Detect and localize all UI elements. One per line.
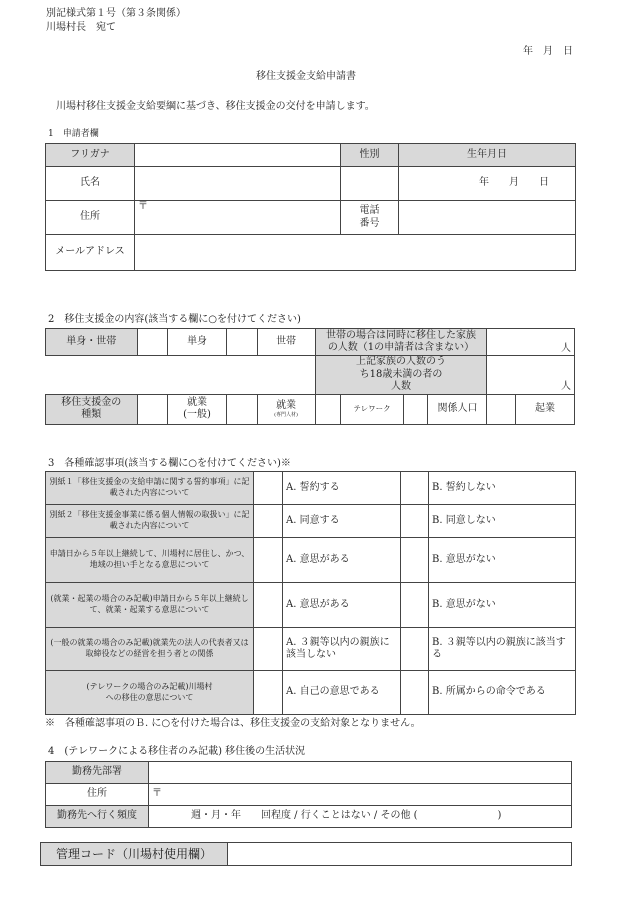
applicant-table [45, 143, 576, 271]
email-input[interactable] [135, 235, 576, 271]
option-a-checkbox-cell[interactable] [254, 671, 283, 715]
confirmation-row-label: (テレワークの場合のみ記載)川場村への移住の意思について [46, 671, 254, 715]
family-count-label: 世帯の場合は同時に移住した家族の人数（1の申請者は含まない） [315, 329, 487, 356]
option-a-checkbox-cell[interactable] [254, 505, 283, 538]
phone-label: 電話番号 [341, 201, 399, 235]
option-a-text: A. ３親等以内の親族に該当しない [283, 628, 401, 671]
option-b-text: B. ３親等以内の親族に該当する [429, 628, 576, 671]
startup-label: 起業 [515, 394, 574, 424]
furigana-label: フリガナ [46, 144, 135, 167]
option-b-text: B. 意思がない [429, 538, 576, 583]
household-label: 世帯 [257, 329, 315, 356]
option-a-text: A. 意思がある [283, 538, 401, 583]
visit-frequency-input[interactable]: 週・月・年 回程度 / 行くことはない / その他 ( ) [149, 806, 572, 828]
general-employment-checkbox-cell[interactable] [137, 394, 168, 424]
work-address-label: 住所 [46, 784, 149, 806]
admin-code-label: 管理コード（川場村使用欄） [41, 843, 228, 866]
single-household-label: 単身・世帯 [46, 329, 138, 356]
section3-heading: 3 各種確認事項(該当する欄に○を付けてください)※ [48, 458, 291, 469]
confirmation-row-label: 別紙２「移住支援金事業に係る個人情報の取扱い」に記載された内容について [46, 505, 254, 538]
confirmation-row-label: (一般の就業の場合のみ記載)就業先の法人の代表者又は取締役などの経営を担う者との関係 [46, 628, 254, 671]
section3-note: ※ 各種確認事項のＢ. に○を付けた場合は、移住支援金の支給対象となりません。 [45, 718, 421, 729]
address-label: 住所 [46, 201, 135, 235]
family-count-input[interactable]: 人 [487, 329, 575, 356]
name-input[interactable] [135, 167, 341, 201]
option-a-text: A. 意思がある [283, 583, 401, 628]
option-b-checkbox-cell[interactable] [401, 505, 429, 538]
section2-heading: 2 移住支援金の内容(該当する欄に○を付けてください) [48, 314, 301, 325]
confirmation-row-label: 申請日から５年以上継続して、川場村に居住し、かつ、地域の担い手となる意思について [46, 538, 254, 583]
related-population-label: 関係人口 [428, 394, 487, 424]
option-b-checkbox-cell[interactable] [401, 628, 429, 671]
related-population-checkbox-cell[interactable] [404, 394, 428, 424]
intro-text: 川場村移住支援金支給要綱に基づき、移住支援金の交付を申請します。 [56, 101, 375, 112]
option-a-text: A. 自己の意思である [283, 671, 401, 715]
general-employment-label: 就業 (一般) [168, 394, 227, 424]
household-checkbox-cell[interactable] [227, 329, 258, 356]
phone-input[interactable] [399, 201, 576, 235]
specialist-employment-checkbox-cell[interactable] [227, 394, 258, 424]
work-address-input[interactable]: 〒 [149, 784, 572, 806]
option-b-checkbox-cell[interactable] [401, 671, 429, 715]
addressee: 川場村長 宛て [46, 22, 116, 33]
confirmation-row-label: 別紙１「移住支援金の支給申請に関する誓約事項」に記載された内容について [46, 472, 254, 505]
support-type-label: 移住支援金の種類 [46, 394, 138, 424]
page-title: 移住支援金支給申請書 [256, 71, 356, 82]
option-a-checkbox-cell[interactable] [254, 583, 283, 628]
visit-frequency-label: 勤務先へ行く頻度 [46, 806, 149, 828]
birthdate-input[interactable]: 年 月 日 [399, 167, 576, 201]
option-b-text: B. 意思がない [429, 583, 576, 628]
gender-input[interactable] [341, 167, 399, 201]
option-b-checkbox-cell[interactable] [401, 538, 429, 583]
date-field: 年 月 日 [523, 46, 573, 57]
department-input[interactable] [149, 762, 572, 784]
under18-count-input[interactable]: 人 [487, 356, 575, 395]
option-a-text: A. 同意する [283, 505, 401, 538]
telework-label: テレワーク [340, 394, 403, 424]
section4-heading: 4 (テレワークによる移住者のみ記載) 移住後の生活状況 [48, 746, 306, 757]
confirmation-row-label: (就業・起業の場合のみ記載)申請日から５年以上継続して、就業・起業する意思について [46, 583, 254, 628]
admin-code-input[interactable] [228, 843, 572, 866]
single-label: 単身 [168, 329, 227, 356]
birthdate-label: 生年月日 [399, 144, 576, 167]
furigana-input[interactable] [135, 144, 341, 167]
option-b-checkbox-cell[interactable] [401, 472, 429, 505]
single-checkbox-cell[interactable] [137, 329, 168, 356]
department-label: 勤務先部署 [46, 762, 149, 784]
option-b-text: B. 所属からの命令である [429, 671, 576, 715]
admin-code-table [40, 842, 572, 866]
option-a-text: A. 誓約する [283, 472, 401, 505]
startup-checkbox-cell[interactable] [487, 394, 515, 424]
section1-heading: 1 申請者欄 [48, 129, 99, 139]
option-b-text: B. 同意しない [429, 505, 576, 538]
option-b-checkbox-cell[interactable] [401, 583, 429, 628]
under18-count-label: 上記家族の人数のうち18歳未満の者の人数 [315, 356, 487, 395]
gender-label: 性別 [341, 144, 399, 167]
option-a-checkbox-cell[interactable] [254, 628, 283, 671]
specialist-employment-label: 就業 (専門人材) [257, 394, 315, 424]
spacer-cell [46, 356, 316, 395]
form-number: 別記様式第１号（第３条関係） [46, 8, 186, 19]
option-a-checkbox-cell[interactable] [254, 472, 283, 505]
option-b-text: B. 誓約しない [429, 472, 576, 505]
email-label: メールアドレス [46, 235, 135, 271]
address-input[interactable]: 〒 [135, 201, 341, 235]
telework-living-table [45, 761, 572, 828]
telework-checkbox-cell[interactable] [315, 394, 340, 424]
option-a-checkbox-cell[interactable] [254, 538, 283, 583]
confirmation-table [45, 471, 576, 715]
support-content-table [45, 328, 575, 425]
name-label: 氏名 [46, 167, 135, 201]
